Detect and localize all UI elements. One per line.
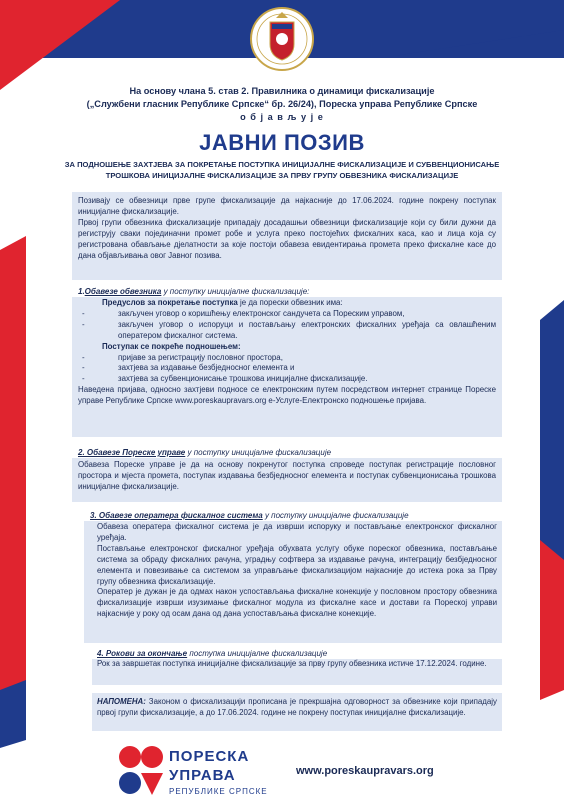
procedure-label: Поступак се покреће подношењем: (102, 341, 241, 351)
right-blue-accent (540, 300, 564, 580)
intro-text (78, 196, 496, 261)
section-1-heading: 1.Обавезе обвезника у поступку иницијалне фискализације: (78, 287, 310, 296)
subtitle-line-1: ЗА ПОДНОШЕЊЕ ЗАХТЈЕВА ЗА ПОКРЕТАЊЕ ПОСТУПКА ИНИЦИЈАЛНЕ ФИСКАЛИЗАЦИЈЕ И СУБВЕНЦИОНИСАЊЕ (64, 160, 500, 169)
section-3-heading: 3. Обавезе оператера фискалног система у поступку иницијалне фискализације (90, 511, 409, 520)
website-link[interactable]: www.poreskaupravars.org (296, 765, 434, 777)
note-label: НАПОМЕНА: (97, 697, 146, 706)
subtitle-line-2: ТРОШКОВА ИНИЦИЈАЛНЕ ФИСКАЛИЗАЦИЈЕ ЗА ПРВУ ГРУПУ ОБВЕЗНИКА ФИСКАЛИЗАЦИЈЕ (105, 170, 459, 180)
header-line-3: о б ј а в љ у ј е (240, 112, 324, 122)
section-4-body: Рок за завршетак поступка иницијалне фискализације за прву групу обвезника истиче 17.12.2024. године. (97, 659, 487, 668)
list-item: - закључен уговор о коришћењу електронског сандучета са Пореским управом, (82, 308, 405, 318)
intro-paragraph-1: Позивају се обвезници прве групе фискализације да најкасније до 17.06.2024. године покрену поступак иницијалне фискализације. (78, 196, 496, 216)
section-4-heading: 4. Рокови за окончање поступка иницијалне фискализације (97, 649, 328, 658)
coat-of-arms-icon (250, 6, 314, 72)
note-body: НАПОМЕНА: Законом о фискализацији прописана је прекршајна одговорност за обвезнике који припадају првој групи фискализације, а до 17.06.2024. године не покрену поступак иницијалне фискализације. (97, 697, 497, 717)
list-item: - пријаве за регистрацију пословног простора, (82, 352, 283, 362)
logo-text-line-1: ПОРЕСКА (169, 748, 250, 765)
list-item: - захтјева за издавање безбједносног елемента и (82, 363, 295, 373)
logo-text-line-3: РЕПУБЛИКЕ СРПСКЕ (169, 787, 268, 796)
section-3-body: Обавеза оператера фискалног система је да изврши испоруку и постављање електронског фискалног уређаја. Постављање електронског фискалног уређаја обухвата услугу обуке пореског обвезника, постављање система за обраду фискалних рачуна, уградњу софтвера за издавање рачуна, интеграцију безбједносног елемента и повезивање са системом за управљање фискализацијом најкасније до истека рока за Прву групу обвезника фискализације. Оператер је дужан је да одмах након успостављања фискалне конекције у пословном простору обвезника фискализације изврши изузимање фискалног модула из фискалне касе и достави га Пореској управи најкасније у року од осам дана од дана успостављања фискалне конекције. (97, 522, 497, 619)
section-2-heading: 2. Обавезе Пореске управе у поступку иницијалне фискализације (78, 448, 332, 457)
left-red-accent (0, 236, 26, 700)
header-line-2: („Службени гласник Републике Српске“ бр. 26/24), Пореска управа Републике Српске (86, 99, 478, 109)
intro-paragraph-2: Првој групи обвезника фискализације припадају досадашњи обвезници фискализације који су били дужни да региструју сваки појединачни промет робе и услуга преко постојећих фискалних каса, као и лица која су регистрована обављање дјелатности за које постоји обавеза евидентирања промета преко фискалне касе до дана објављивања овог Јавног позива. (78, 217, 496, 260)
section-1-closing: Наведена пријава, односно захтјеви подносе се електронским путем посредством интернет странице Пореске управе Републике Српске www.poreskaupravars.org е-Услуге-Електронско подношење пријава. (78, 385, 496, 406)
section-2-body: Обавеза Пореске управе је да на основу покренутог поступка спроведе поступак регистрације пословног простора и мјеста промета, поступак издавања безбједносног елемента и поступак субвенционисања трошкова иницијалне фискализације. (78, 460, 496, 491)
subtitle (62, 160, 502, 181)
header-line-1: На основу члана 5. став 2. Правилника о динамици фискализације (129, 86, 435, 96)
right-red-accent (540, 540, 564, 700)
list-item: - захтјева за субвенционисање трошкова иницијалне фискализације. (82, 374, 368, 384)
page-title: ЈАВНИ ПОЗИВ (199, 130, 365, 155)
list-item: - закључен уговор о испоруци и постављању електронских фискалних уређаја са овлашћеним оператером фискалног система. (82, 319, 496, 340)
section-1-body: Предуслов за покретање поступка је да порески обвезник има: - закључен уговор о коришћењу електронског сандучета са Пореским управом, - закључен уговор о испоруци и постављању електронских фискалних уређаја са овлашћеним оператером фискалног система. Поступак се покреће подношењем: - пријаве за регистрацију пословног простора, - захтјева за издавање безбједносног елемента и - захтјева за субвенционисање трошкова иницијалне фискализације. Наведена пријава, односно захтјеви подносе се електронским путем посредством интернет странице Пореске управе Републике Српске www.poreskaupravars.org е-Услуге-Електронско подношење пријава. (78, 298, 496, 406)
logo-text-line-2: УПРАВА (169, 767, 236, 784)
precondition-label: Предуслов за покретање поступка (102, 298, 238, 307)
tax-authority-logo-icon (116, 743, 166, 801)
left-blue-accent (0, 680, 26, 748)
